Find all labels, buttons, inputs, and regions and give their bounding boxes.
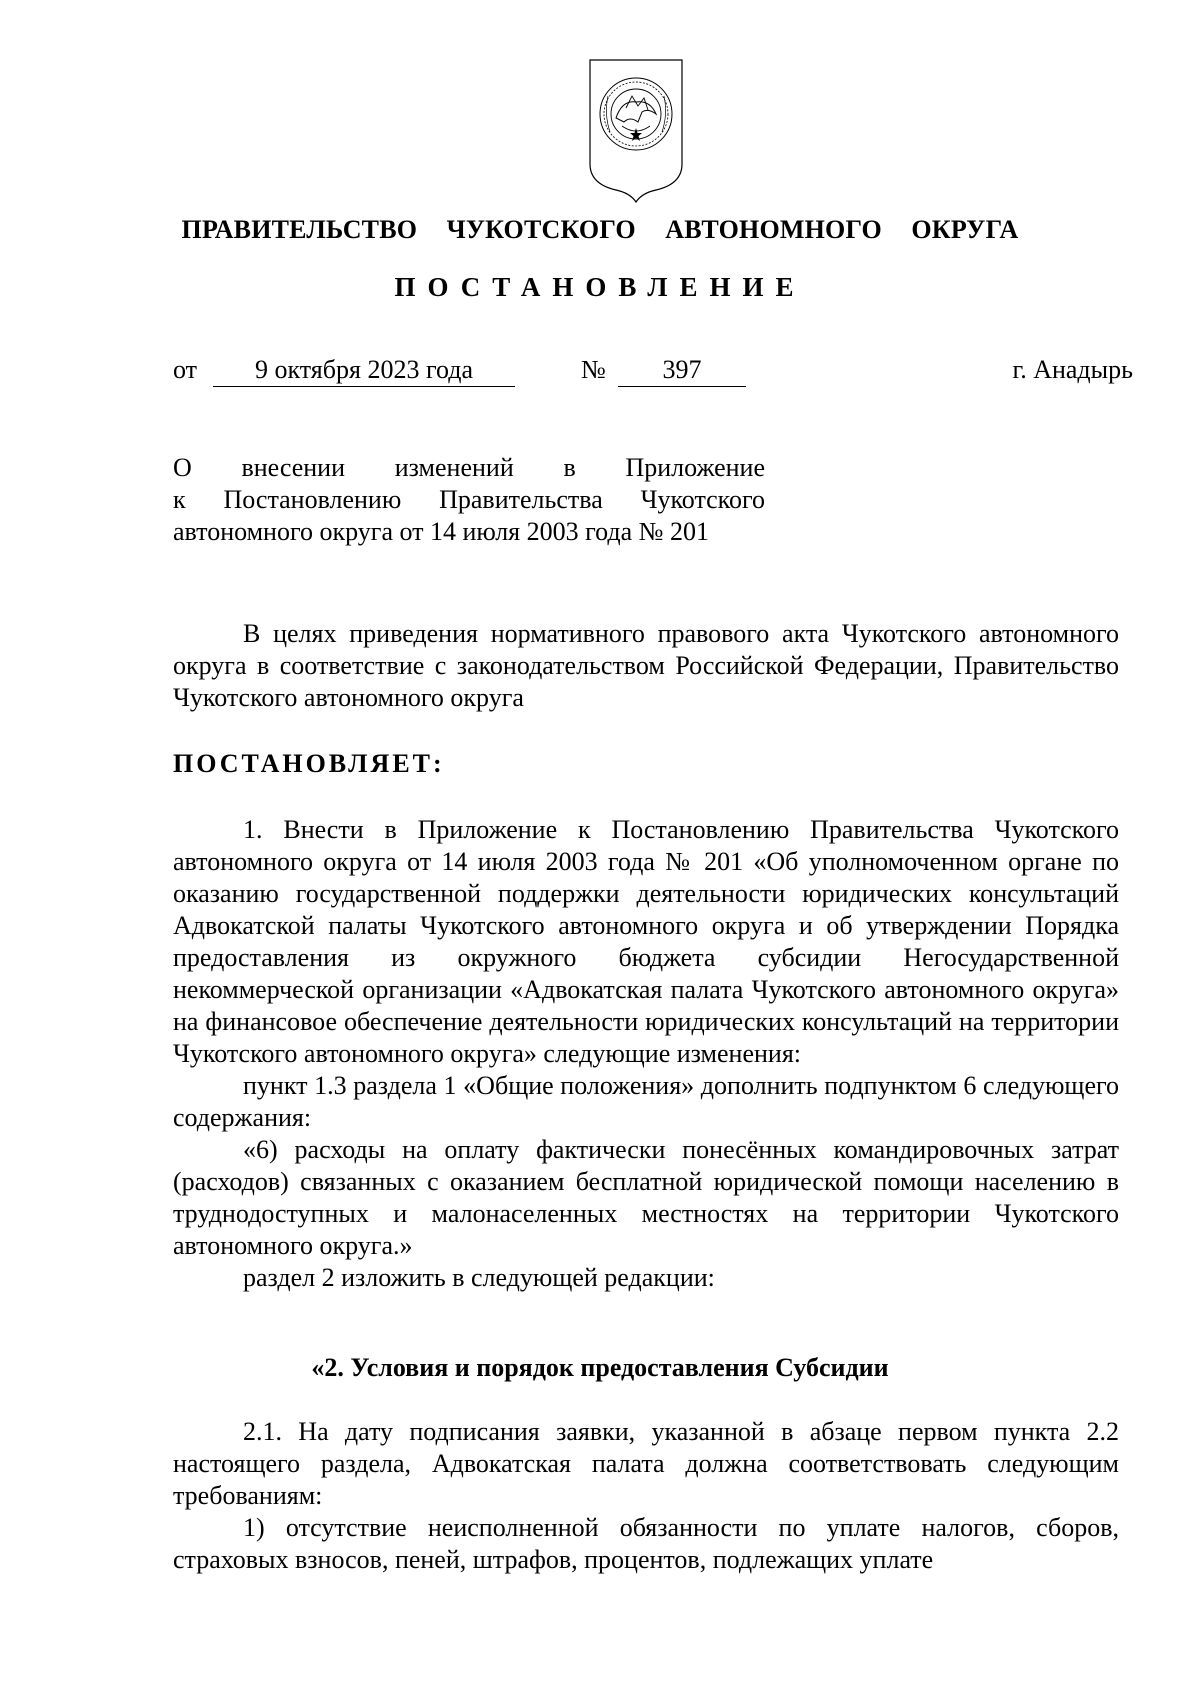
decree-body xyxy=(173,814,1119,1294)
section-2-body xyxy=(173,1416,1119,1576)
paragraph-section-2-intro: раздел 2 изложить в следующей редакции: xyxy=(243,1263,715,1292)
organization-name: ПРАВИТЕЛЬСТВО ЧУКОТСКОГО АВТОНОМНОГО ОКРУГА xyxy=(181,215,1019,244)
resolves-heading: ПОСТАНОВЛЯЕТ: xyxy=(173,749,445,778)
document-type-title: ПОСТАНОВЛЕНИЕ xyxy=(394,272,806,302)
subject-line: автономного округа от 14 июля 2003 года № 201 xyxy=(173,517,709,546)
paragraph-1: 1. Внести в Приложение к Постановлению Правительства Чукотского автономного округа от 14 июля 2003 года № 201 «Об уполномоченном органе по оказанию государственной поддержки деятельности юридических консультаций Адвокатской палаты Чукотского автономного округа и об утверждении Порядка предоставления из окружного бюджета субсидии Негосударственной некоммерческой организации «Адвокатская палата Чукотского автономного округа» на финансовое обеспечение деятельности юридических консультаций на территории Чукотского автономного округа» следующие изменения: xyxy=(173,815,1119,1068)
coat-of-arms-emblem xyxy=(586,56,686,206)
paragraph-2-1-item-1: 1) отсутствие неисполненной обязанности по уплате налогов, сборов, страховых взносов, пеней, штрафов, процентов, подлежащих уплате xyxy=(173,1513,1119,1574)
subject-line: О внесении изменений в Приложение xyxy=(173,453,765,482)
subject-line: к Постановлению Правительства Чукотского xyxy=(173,485,765,514)
preamble-block xyxy=(173,618,1119,714)
decree-date: 9 октября 2023 года xyxy=(213,354,515,387)
decree-city: г. Анадырь xyxy=(1012,355,1133,384)
preamble-paragraph: В целях приведения нормативного правового акта Чукотского автономного округа в соответствие с законодательством Российской Федерации, Правительство Чукотского автономного округа xyxy=(173,619,1119,712)
date-prefix: от xyxy=(173,355,198,384)
decree-subject xyxy=(173,452,765,548)
paragraph-amend-1-3: пункт 1.3 раздела 1 «Общие положения» дополнить подпунктом 6 следующего содержания: xyxy=(173,1071,1119,1132)
decree-number: 397 xyxy=(618,354,746,387)
number-sign: № xyxy=(581,355,606,384)
paragraph-2-1: 2.1. На дату подписания заявки, указанной в абзаце первом пункта 2.2 настоящего раздела, Адвокатская палата должна соответствовать следующим требованиям: xyxy=(173,1417,1119,1510)
section-2-heading: «2. Условия и порядок предоставления Субсидии xyxy=(311,1353,889,1382)
paragraph-subitem-6: «6) расходы на оплату фактически понесённых командировочных затрат (расходов) связанных с оказанием бесплатной юридической помощи населению в труднодоступных и малонаселенных местностях на территории Чукотского автономного округа.» xyxy=(173,1135,1119,1260)
